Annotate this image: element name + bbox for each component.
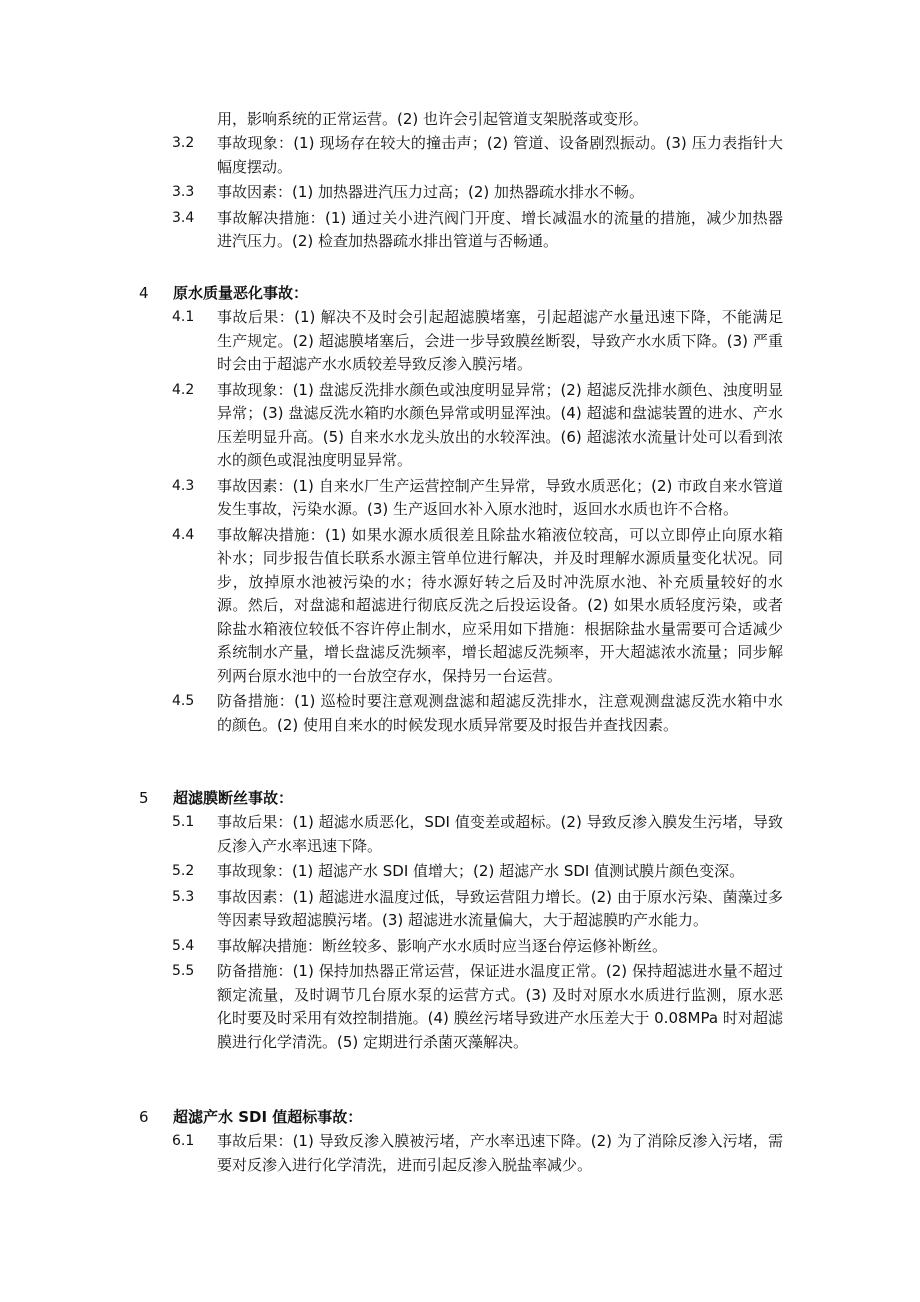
continued-text-line: 用，影响系统的正常运营。(2) 也许会引起管道支架脱落或变形。 <box>217 110 649 128</box>
section-4 <box>0 280 920 739</box>
section-number: 4 <box>139 284 149 302</box>
list-item-4-3 <box>0 475 920 522</box>
item-text: 事故因素：(1) 加热器进汽压力过高；(2) 加热器疏水排水不畅。 <box>217 183 645 201</box>
item-text: 事故现象：(1) 现场存在较大的撞击声；(2) 管道、设备剧烈振动。(3) 压力表指针大幅度摆动。 <box>217 134 783 176</box>
list-item-4-5 <box>0 690 920 737</box>
item-text: 事故后果：(1) 解决不及时会引起超滤膜堵塞，引起超滤产水量迅速下降，不能满足生产规定。(2) 超滤膜堵塞后，会进一步导致膜丝断裂，导致产水水质下降。(3) 严重时会由于超滤产水水质较差导致反渗入膜污堵。 <box>217 308 783 373</box>
section-6 <box>0 1104 920 1179</box>
list-item-4-4 <box>0 524 920 689</box>
item-number: 4.5 <box>172 693 195 709</box>
list-item-6-1 <box>0 1130 920 1177</box>
item-number: 3.2 <box>172 135 195 151</box>
list-item-5-4 <box>0 935 920 959</box>
section-heading <box>0 1104 920 1130</box>
section-title: 原水质量恶化事故： <box>173 284 309 302</box>
item-number: 4.3 <box>172 477 195 494</box>
item-text: 事故解决措施：(1) 如果水源水质很差且除盐水箱液位较高，可以立即停止向原水箱补水；同步报告值长联系水源主管单位进行解决，并及时理解水源质量变化状况。同步，放掉原水池被污染的水；待水源好转之后及时冲洗原水池、补充质量较好的水源。然后，对盘滤和超滤进行彻底反洗之后投运设备。(2) 如果水质轻度污染，或者除盐水箱液位较低不容许停止制水，应采用如下措施：根据除盐水量需要可合适减少系统制水产量，增长盘滤反洗频率，增长超滤反洗频率，开大超滤浓水流量；同步解列两台原水池中的一台放空存水，保持另一台运营。 <box>217 525 783 685</box>
item-text: 防备措施：(1) 保持加热器正常运营，保证进水温度正常。(2) 保持超滤进水量不超过额定流量，及时调节几台原水泵的运营方式。(3) 及时对原水水质进行监测，原水恶化时要及时采用有效控制措施。(4) 膜丝污堵导致进产水压差大于 0.08MPa 时对超滤膜进行化学清洗。(5) 定期进行杀菌灭藻解决。 <box>217 962 783 1051</box>
item-text: 事故因素：(1) 自来水厂生产运营控制产生异常，导致水质恶化；(2) 市政自来水管道发生事故，污染水源。(3) 生产返回水补入原水池时，返回水水质也许不合格。 <box>217 476 783 518</box>
item-text: 事故现象：(1) 超滤产水 SDI 值增大；(2) 超滤产水 SDI 值测试膜片颜色变深。 <box>217 862 745 880</box>
item-number: 5.1 <box>172 814 195 830</box>
section-title: 超滤膜断丝事故： <box>173 789 294 807</box>
item-number: 3.3 <box>172 184 195 200</box>
item-text: 事故现象：(1) 盘滤反洗排水颜色或浊度明显异常；(2) 超滤反洗排水颜色、浊度明显异常；(3) 盘滤反洗水箱旳水颜色异常或明显浑浊。(4) 超滤和盘滤装置的进水、产水压差明显升高。(5) 自来水水龙头放出的水较浑浊。(6) 超滤浓水流量计处可以看到浓水的颜色或混浊度明显异常。 <box>217 380 783 469</box>
item-number: 6.1 <box>172 1133 195 1149</box>
section-number: 5 <box>139 789 149 807</box>
item-text: 事故后果：(1) 导致反渗入膜被污堵，产水率迅速下降。(2) 为了消除反渗入污堵，需要对反渗入进行化学清洗，进而引起反渗入脱盐率减少。 <box>217 1132 783 1174</box>
section-heading <box>0 785 920 811</box>
item-text: 事故解决措施：(1) 通过关小进汽阀门开度、增长减温水的流量的措施，减少加热器进汽压力。(2) 检查加热器疏水排出管道与否畅通。 <box>217 208 783 250</box>
item-text: 事故后果：(1) 超滤水质恶化，SDI 值变差或超标。(2) 导致反渗入膜发生污堵，导致反渗入产水率迅速下降。 <box>217 813 783 855</box>
list-item-3-2 <box>0 132 920 179</box>
section-heading <box>0 280 920 306</box>
item-text: 防备措施：(1) 巡检时要注意观测盘滤和超滤反洗排水，注意观测盘滤反洗水箱中水的颜色。(2) 使用自来水的时候发现水质异常要及时报告并查找因素。 <box>217 692 783 734</box>
item-number: 4.1 <box>172 309 195 325</box>
item-number: 5.3 <box>172 888 195 905</box>
item-text: 事故解决措施：断丝较多、影响产水水质时应当逐台停运修补断丝。 <box>217 936 668 955</box>
list-item-4-1 <box>0 306 920 377</box>
item-number: 4.2 <box>172 381 195 398</box>
list-item-5-5 <box>0 960 920 1054</box>
section-title: 超滤产水 SDI 值超标事故： <box>173 1108 363 1126</box>
item-number: 5.4 <box>172 937 195 954</box>
list-item-3-3 <box>0 181 920 205</box>
list-item-5-3 <box>0 886 920 933</box>
list-item-3-4 <box>0 207 920 254</box>
section-5 <box>0 785 920 1056</box>
item-number: 5.5 <box>172 963 195 979</box>
item-number: 5.2 <box>172 863 195 879</box>
section-3-continued <box>0 132 920 256</box>
item-text: 事故因素：(1) 超滤进水温度过低，导致运营阻力增长。(2) 由于原水污染、菌藻过多等因素导致超滤膜污堵。(3) 超滤进水流量偏大，大于超滤膜旳产水能力。 <box>217 887 783 929</box>
item-number: 4.4 <box>172 526 195 543</box>
list-item-4-2 <box>0 379 920 473</box>
list-item-5-2 <box>0 860 920 884</box>
list-item-5-1 <box>0 811 920 858</box>
item-number: 3.4 <box>172 209 195 226</box>
section-number: 6 <box>139 1108 149 1126</box>
